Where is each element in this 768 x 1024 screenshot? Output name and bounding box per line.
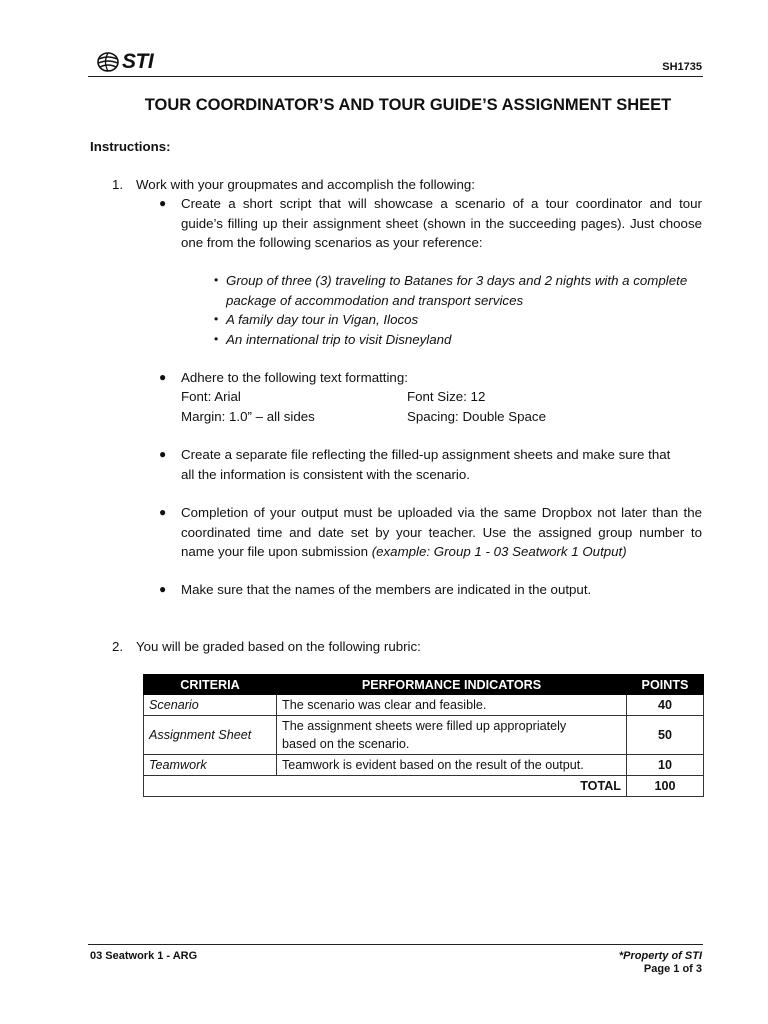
rubric-table (143, 674, 704, 797)
bullet-icon: ● (159, 505, 167, 519)
bullet-icon: • (214, 312, 219, 326)
table-row (144, 716, 704, 755)
scenario-2: A family day tour in Vigan, Ilocos (226, 312, 419, 327)
item-1-lead: Work with your groupmates and accomplish the following: (136, 177, 475, 192)
header-points: POINTS (627, 675, 704, 695)
rubric-header-row (144, 675, 704, 695)
separate-file-line-1: Create a separate file reflecting the filled-up assignment sheets and make sure that (181, 447, 671, 462)
scenario-1-line-2: package of accommodation and transport services (226, 292, 524, 308)
scenario-1 (226, 271, 706, 310)
total-points: 100 (627, 776, 704, 797)
points-cell: 10 (627, 755, 704, 776)
item-2-number: 2. (112, 639, 124, 654)
format-font: Font: Arial (181, 389, 241, 404)
bullet-separate-file (181, 445, 702, 484)
bullet-member-names: Make sure that the names of the members are indicated in the output. (181, 582, 592, 597)
separate-file-line-2: all the information is consistent with the scenario. (181, 466, 470, 482)
format-spacing: Spacing: Double Space (407, 409, 546, 424)
indicator-cell: Teamwork is evident based on the result of the output. (277, 755, 627, 776)
bullet-icon: ● (159, 447, 167, 461)
indicator-line: The assignment sheets were filled up appropriately (282, 719, 567, 733)
bullet-icon: ● (159, 582, 167, 596)
points-cell: 50 (627, 716, 704, 755)
bullet-icon: ● (159, 196, 167, 210)
table-row (144, 695, 704, 716)
create-script-line-2: guide’s filling up their assignment sheet (shown in the succeeding pages). Just choose (181, 215, 702, 231)
bullet-icon: ● (159, 370, 167, 384)
scenario-3: An international trip to visit Disneyland (226, 332, 452, 347)
item-2-lead: You will be graded based on the following rubric: (136, 639, 421, 654)
completion-line-1: Completion of your output must be uploaded via the same Dropbox not later than the (181, 505, 702, 520)
header-criteria: CRITERIA (144, 675, 277, 695)
footer-page-number: Page 1 of 3 (643, 963, 702, 975)
page-title: TOUR COORDINATOR’S AND TOUR GUIDE’S ASSIGNMENT SHEET (144, 96, 672, 114)
format-margin: Margin: 1.0” – all sides (181, 409, 315, 424)
bullet-icon: • (214, 332, 219, 346)
criteria-cell: Teamwork (144, 755, 277, 776)
header-performance-indicators: PERFORMANCE INDICATORS (277, 675, 627, 695)
document-code: SH1735 (662, 61, 702, 73)
scenario-1-line-1: Group of three (3) traveling to Batanes for 3 days and 2 nights with a complete (226, 273, 688, 288)
total-row (144, 776, 704, 797)
table-row (144, 755, 704, 776)
format-font-size: Font Size: 12 (407, 389, 486, 404)
item-1-number: 1. (112, 177, 124, 192)
sti-globe-icon (96, 51, 120, 73)
completion-line-3-text: name your file upon submission (181, 544, 372, 559)
create-script-line-1: Create a short script that will showcase a scenario of a tour coordinator and tour (181, 196, 702, 211)
completion-example: (example: Group 1 - 03 Seatwork 1 Output) (371, 544, 627, 559)
bullet-create-script (181, 194, 702, 253)
format-lead: Adhere to the following text formatting: (181, 370, 408, 385)
criteria-cell: Assignment Sheet (144, 716, 277, 755)
header-rule (88, 76, 703, 77)
footer-property: *Property of STI (618, 950, 702, 962)
total-label: TOTAL (144, 776, 627, 797)
logo-text: STI (122, 50, 154, 73)
create-script-line-3: one from the following scenarios as your reference: (181, 235, 483, 250)
instructions-label: Instructions: (90, 139, 171, 154)
bullet-completion (181, 503, 702, 562)
bullet-icon: • (214, 273, 219, 287)
footer-rule (88, 944, 703, 945)
indicator-line: based on the scenario. (282, 737, 410, 751)
completion-line-2: coordinated time and date set by your teacher. Use the assigned group number to (181, 524, 702, 540)
points-cell: 40 (627, 695, 704, 716)
indicator-cell: The scenario was clear and feasible. (277, 695, 627, 716)
footer-right (619, 950, 702, 976)
completion-line-3 (181, 542, 702, 562)
footer-document-name: 03 Seatwork 1 - ARG (90, 950, 198, 962)
criteria-cell: Scenario (144, 695, 277, 716)
indicator-cell (277, 716, 627, 755)
sti-logo (96, 50, 153, 74)
